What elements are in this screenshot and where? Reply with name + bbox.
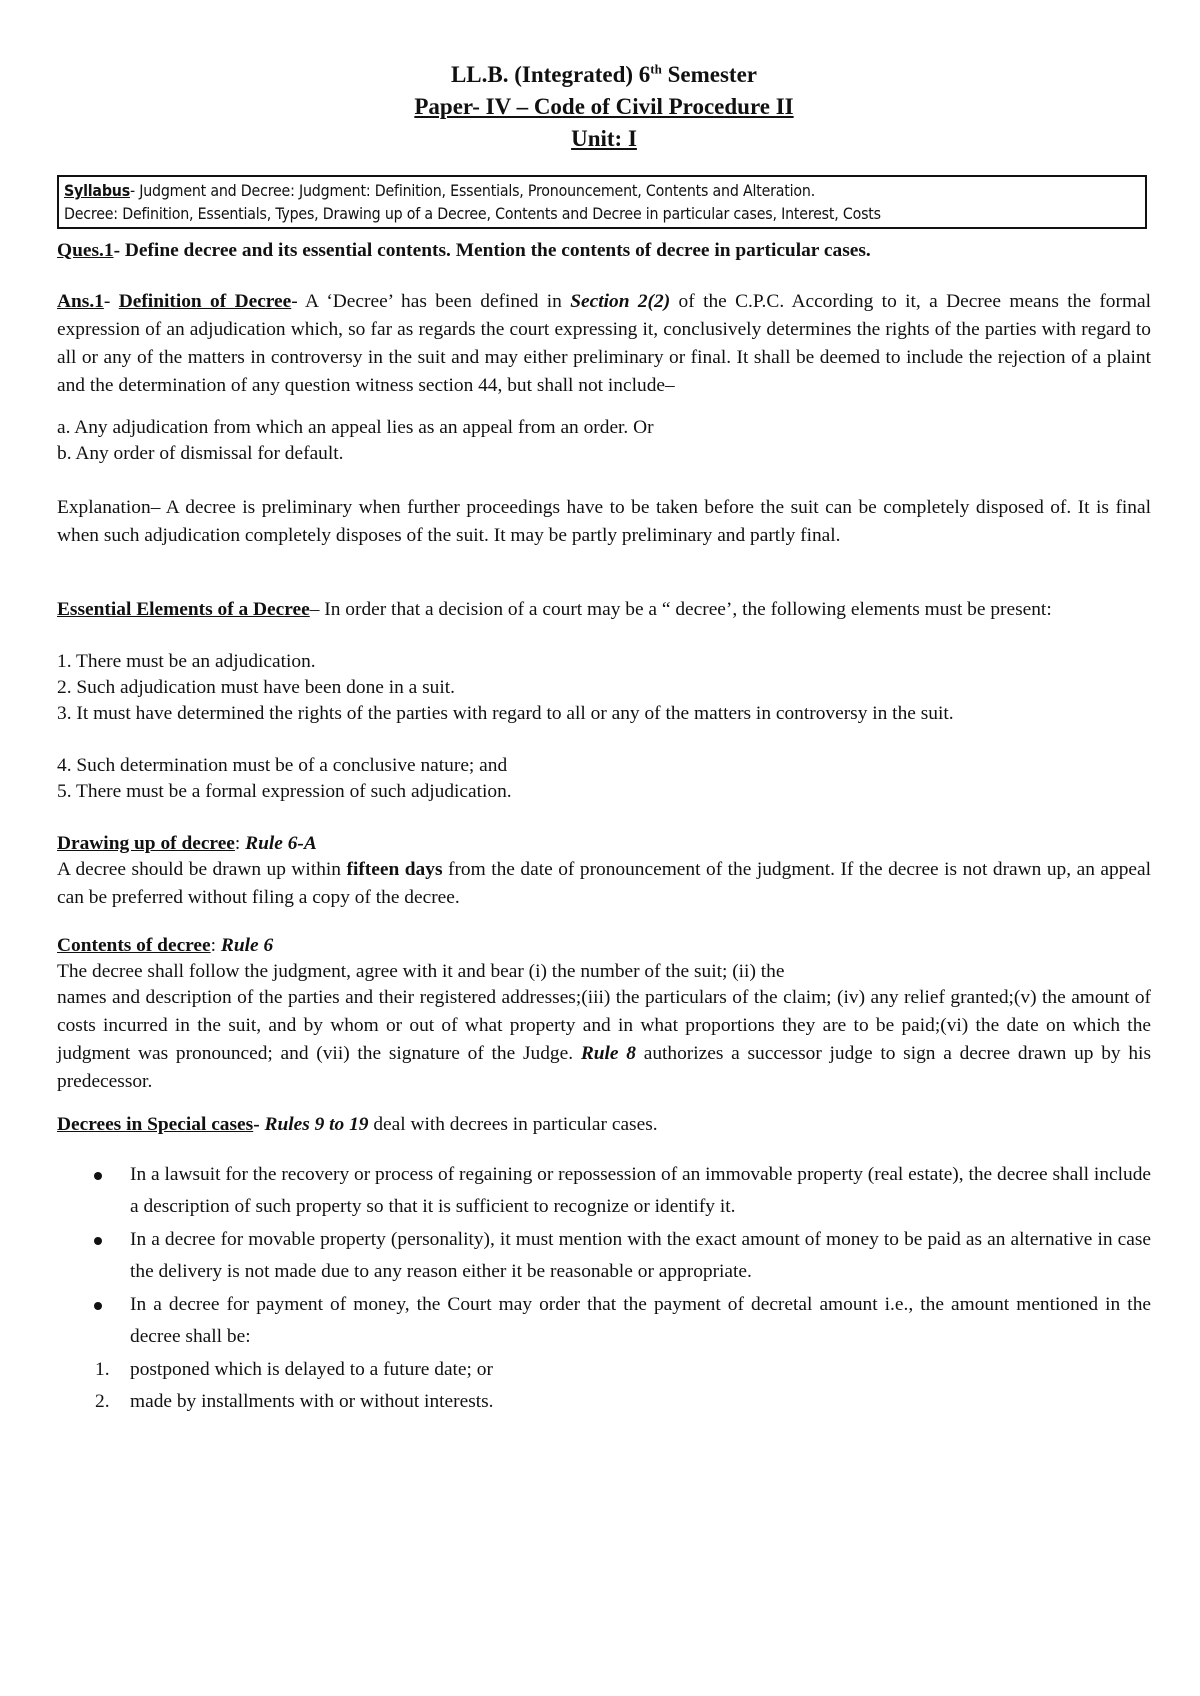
question-1: Ques.1- Define decree and its essential contents. Mention the contents of decree in particular cases. [57,240,871,261]
bullet-icon [94,1302,102,1310]
essential-element-item: 5. There must be a formal expression of such adjudication. [57,781,512,802]
unit-title: Unit: I [571,126,637,151]
essential-element-item: 4. Such determination must be of a conclusive nature; and [57,755,508,776]
bullet-icon [94,1237,102,1245]
drawing-up-heading: Drawing up of decree: Rule 6-A [57,833,317,854]
numbered-item: 2. made by installments with or without interests. [95,1391,494,1412]
essential-element-item: 3. It must have determined the rights of the parties with regard to all or any of the matters in controversy in the suit. [57,703,954,724]
course-title: LL.B. (Integrated) 6th Semester [450,61,758,87]
contents-heading: Contents of decree: Rule 6 [57,935,274,956]
special-cases-list [57,1159,1151,1418]
list-item: In a decree for payment of money, the Court may order that the payment of decretal amount i.e., the amount mentioned in the decree shall be: [57,1289,1151,1353]
contents-line-1: The decree shall follow the judgment, agree with it and bear (i) the number of the suit; (ii) the [57,961,785,982]
paper-title: Paper- IV – Code of Civil Procedure II [414,94,794,119]
list-item: In a lawsuit for the recovery or process of regaining or repossession of an immovable property (real estate), the decree shall include a description of such property so that it is sufficient to recognize or identify it. [57,1159,1151,1223]
numbered-item: 1. postponed which is delayed to a future date; or [95,1359,493,1380]
essential-elements-intro: Essential Elements of a Decree– In order that a decision of a court may be a “ decree’, the following elements must be present: [57,599,1052,620]
bullet-icon [94,1172,102,1180]
answer-1-definition: Ans.1- Definition of Decree- A ‘Decree’ has been defined in Section 2(2) of the C.P.C. According to it, a Decree means the formal expression of an adjudication which, so far as regards the court expressing it, conclusively determines the rights of the parties with regard to all or any of the matters in controversy in the suit and may either preliminary or final. It shall be deemed to include the rejection of a plaint and the determination of any question witness section 44, but shall not include– [57,291,1152,396]
syllabus-label: Syllabus [64,181,130,200]
special-cases-heading: Decrees in Special cases- Rules 9 to 19 deal with decrees in particular cases. [57,1114,658,1135]
drawing-up-paragraph: A decree should be drawn up within fifteen days from the date of pronouncement of the judgment. If the decree is not drawn up, an appeal can be preferred without filing a copy of the decree. [57,859,1152,908]
explanation-paragraph: Explanation– A decree is preliminary when further proceedings have to be taken before the suit can be completely disposed of. It is final when such adjudication completely disposes of the suit. It may be partly preliminary and partly final. [57,497,1151,546]
exclusion-a: a. Any adjudication from which an appeal lies as an appeal from an order. Or [57,417,654,438]
essential-element-item: 2. Such adjudication must have been done in a suit. [57,677,455,698]
contents-paragraph: names and description of the parties and their registered addresses;(iii) the particulars of the claim; (iv) any relief granted;(v) the amount of costs incurred in the suit, and by whom or out of what property and in what proportions they are to be paid;(vi) the date on which the judgment was pronounced; and (vii) the signature of the Judge. Rule 8 authorizes a successor judge to sign a decree drawn up by his predecessor. [57,987,1151,1092]
list-item: In a decree for movable property (personality), it must mention with the exact amount of money to be paid as an alternative in case the delivery is not made due to any reason either it be reasonable or appropriate. [57,1224,1151,1288]
essential-element-item: 1. There must be an adjudication. [57,651,316,672]
syllabus-box: Syllabus- Judgment and Decree: Judgment: Definition, Essentials, Pronouncement, Contents and Alteration. Decree: Definition, Essentials, Types, Drawing up of a Decree, Contents and Decree in particular cases, Interest, Costs [57,175,1147,229]
exclusion-b: b. Any order of dismissal for default. [57,443,344,464]
